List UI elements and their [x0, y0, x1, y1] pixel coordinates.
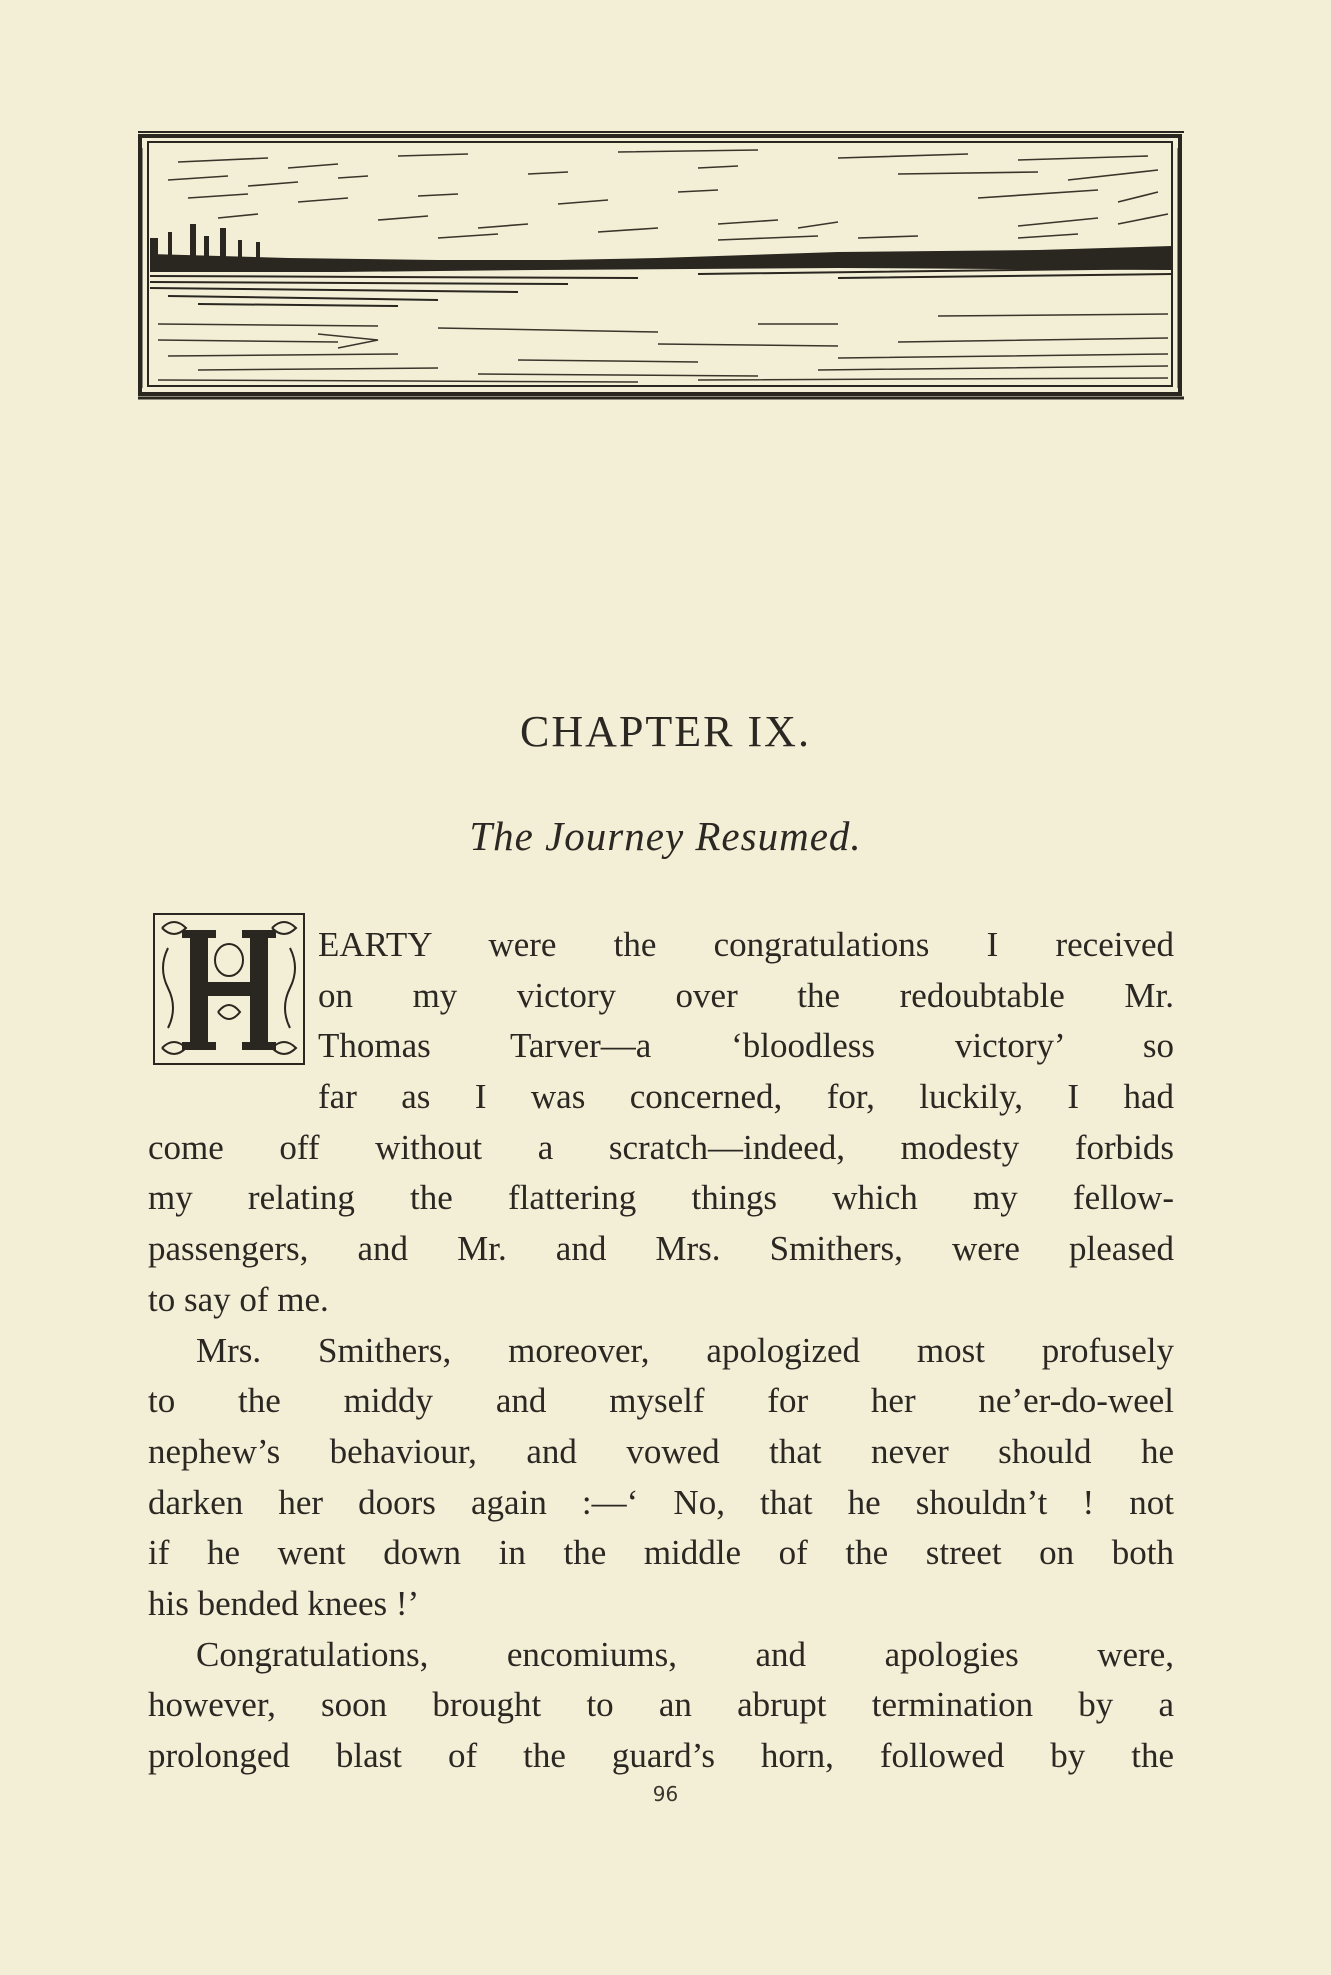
text-line: darken her doors again :—‘ No, that he shouldn’t ! not: [148, 1482, 1174, 1522]
text-line: to say of me.: [148, 1279, 329, 1319]
text-line: Congratulations, encomiums, and apologies were,: [196, 1634, 1174, 1674]
text-line: passengers, and Mr. and Mrs. Smithers, were pleased: [148, 1229, 1174, 1269]
text-line: come off without a scratch—indeed, modesty forbids: [148, 1127, 1174, 1167]
text-line: on my victory over the redoubtable Mr.: [318, 975, 1174, 1015]
text-line: nephew’s behaviour, and vowed that never should he: [148, 1431, 1174, 1471]
text-line: Thomas Tarver—a ‘bloodless victory’ so: [318, 1026, 1174, 1066]
page-number: 96: [652, 1782, 679, 1806]
text-line: far as I was concerned, for, luckily, I had: [318, 1077, 1174, 1117]
text-line: my relating the flattering things which my fellow-: [148, 1178, 1174, 1218]
text-line: to the middy and myself for her ne’er-do-weel: [148, 1381, 1174, 1421]
text-line: however, soon brought to an abrupt termination by a: [148, 1685, 1174, 1725]
text-line: if he went down in the middle of the street on both: [148, 1533, 1174, 1573]
text-line: EARTY were the congratulations I received: [318, 925, 1174, 964]
chapter-heading: CHAPTER IX.: [520, 707, 811, 756]
svg-text:H: H: [228, 1020, 230, 1021]
text-line: his bended knees !’: [148, 1583, 420, 1623]
text-line: prolonged blast of the guard’s horn, followed by the: [148, 1736, 1174, 1775]
text-line: Mrs. Smithers, moreover, apologized most profusely: [196, 1330, 1174, 1370]
chapter-title: The Journey Resumed.: [469, 813, 862, 859]
seascape-headpiece-illustration: [138, 128, 1184, 404]
body-text: [148, 920, 1174, 1782]
